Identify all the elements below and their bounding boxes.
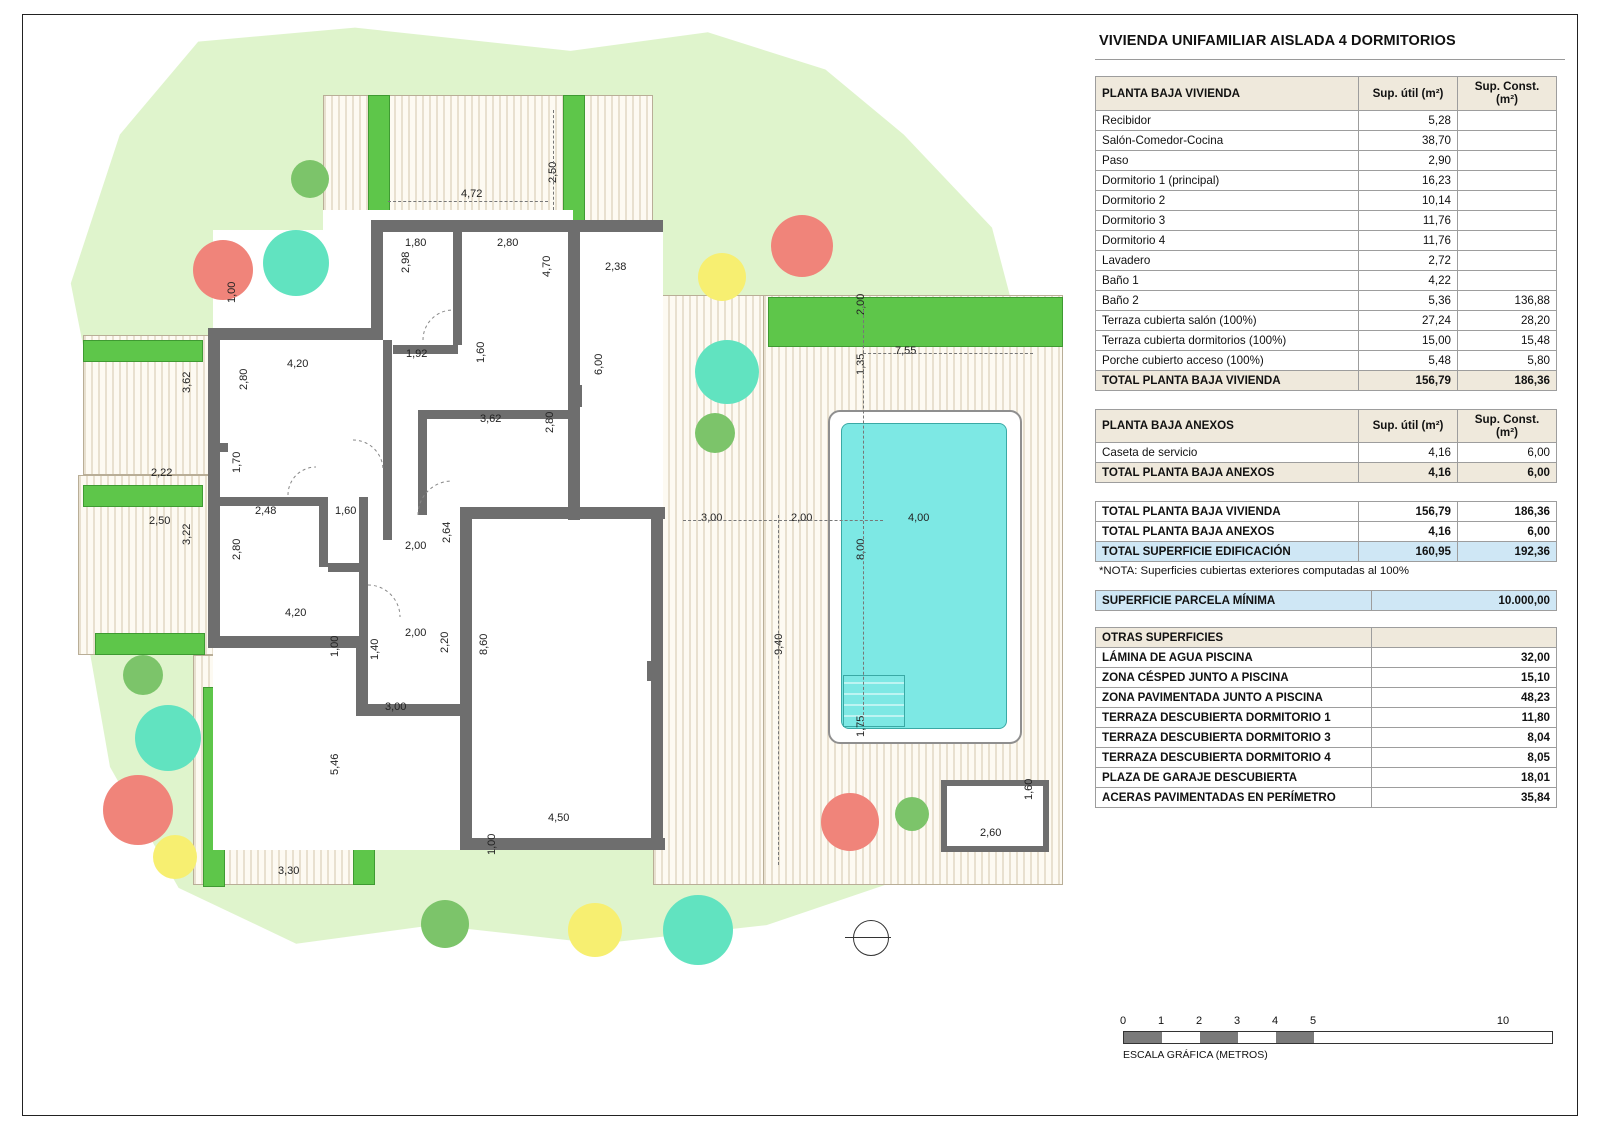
row-const: 6,00	[1458, 443, 1557, 463]
row-label: Dormitorio 3	[1096, 210, 1359, 230]
dim-2-00d: 2,00	[855, 293, 867, 315]
wall-living-east	[651, 515, 663, 850]
row-label: Salón-Comedor-Cocina	[1096, 130, 1359, 150]
row-value: 18,01	[1372, 768, 1557, 788]
row-const	[1458, 170, 1557, 190]
wall-sw	[208, 636, 368, 648]
table-row	[1096, 522, 1557, 542]
dim-2-00c: 2,00	[791, 512, 813, 524]
table-row	[1096, 443, 1557, 463]
row-const	[1458, 270, 1557, 290]
table-row	[1096, 290, 1557, 310]
row-label: Porche cubierto acceso (100%)	[1096, 350, 1359, 370]
table-row	[1096, 230, 1557, 250]
total-util: 156,79	[1359, 370, 1458, 390]
dim-2-80c: 2,80	[544, 411, 556, 433]
dim-2-50b: 2,50	[149, 515, 171, 527]
col-const: Sup. Const. (m²)	[1458, 77, 1557, 111]
dim-8-00: 8,00	[855, 538, 867, 560]
row-value: 11,80	[1372, 708, 1557, 728]
total-const: 186,36	[1458, 370, 1557, 390]
table-total-row	[1096, 463, 1557, 483]
table-total-row	[1096, 542, 1557, 562]
row-value: 35,84	[1372, 788, 1557, 808]
dim-2-80b: 2,80	[238, 368, 250, 390]
dimline-5	[863, 305, 864, 725]
total-util: 4,16	[1359, 463, 1458, 483]
dimline-1	[388, 201, 548, 202]
pillar-1	[568, 385, 582, 407]
dim-2-38: 2,38	[605, 261, 627, 273]
scale-tick: 4	[1271, 1015, 1279, 1027]
table-row	[1096, 350, 1557, 370]
col-value	[1372, 628, 1557, 648]
dim-3-00a: 3,00	[385, 701, 407, 713]
dim-7-55: 7,55	[895, 345, 917, 357]
row-const	[1458, 130, 1557, 150]
table-row	[1096, 748, 1557, 768]
tree-8	[123, 655, 163, 695]
col-concept: PLANTA BAJA ANEXOS	[1096, 409, 1359, 443]
pillar-2	[647, 661, 663, 681]
green-strip-west-2	[83, 485, 203, 507]
row-const: 15,48	[1458, 330, 1557, 350]
dim-1-00c: 1,00	[486, 833, 498, 855]
row-label: TOTAL PLANTA BAJA VIVIENDA	[1096, 502, 1359, 522]
scale-tick: 0	[1119, 1015, 1127, 1027]
dim-2-98: 2,98	[400, 251, 412, 273]
scale-tick: 2	[1195, 1015, 1203, 1027]
col-util: Sup. útil (m²)	[1359, 77, 1458, 111]
table-row	[1096, 190, 1557, 210]
row-const	[1458, 210, 1557, 230]
table-row	[1096, 250, 1557, 270]
scale-tick: 1	[1157, 1015, 1165, 1027]
row-const: 28,20	[1458, 310, 1557, 330]
table-planta-baja-vivienda	[1095, 76, 1557, 391]
row-util: 27,24	[1359, 310, 1458, 330]
total-const: 192,36	[1458, 542, 1557, 562]
table-resumen	[1095, 501, 1557, 562]
partition-2	[383, 340, 392, 540]
tree-13	[568, 903, 622, 957]
dim-1-70: 1,70	[231, 451, 243, 473]
total-const: 6,00	[1458, 463, 1557, 483]
col-concept: PLANTA BAJA VIVIENDA	[1096, 77, 1359, 111]
tree-1	[193, 240, 253, 300]
house-interior	[213, 230, 663, 850]
row-util: 4,22	[1359, 270, 1458, 290]
row-util: 15,00	[1359, 330, 1458, 350]
row-label: TOTAL PLANTA BAJA ANEXOS	[1096, 522, 1359, 542]
pillar-3	[460, 570, 469, 590]
table-planta-baja-anexos	[1095, 409, 1557, 484]
area-schedule-panel	[1083, 15, 1579, 1115]
row-value: 8,04	[1372, 728, 1557, 748]
col-concept: OTRAS SUPERFICIES	[1096, 628, 1372, 648]
green-strip-north-right	[563, 95, 585, 225]
row-value: 8,05	[1372, 748, 1557, 768]
tree-3	[291, 160, 329, 198]
scale-tick: 5	[1309, 1015, 1317, 1027]
tree-9	[135, 705, 201, 771]
dim-4-20b: 4,20	[285, 607, 307, 619]
row-util: 2,72	[1359, 250, 1458, 270]
dim-2-80a: 2,80	[497, 237, 519, 249]
col-util: Sup. útil (m²)	[1359, 409, 1458, 443]
dimline-3	[683, 520, 883, 521]
dim-2-64: 2,64	[441, 521, 453, 543]
row-const: 186,36	[1458, 502, 1557, 522]
table-total-row	[1096, 370, 1557, 390]
dimline-6	[778, 515, 779, 865]
row-util: 16,23	[1359, 170, 1458, 190]
tree-6	[695, 340, 759, 404]
wall-porch-south	[356, 704, 466, 716]
col-const: Sup. Const. (m²)	[1458, 409, 1557, 443]
green-strip-west-1	[83, 340, 203, 362]
dim-4-50: 4,50	[548, 812, 570, 824]
drawing-sheet	[22, 14, 1578, 1116]
partition-5	[208, 443, 228, 452]
row-const	[1458, 150, 1557, 170]
wall-living-north	[460, 507, 665, 519]
tree-2	[263, 230, 329, 296]
dim-2-22: 2,22	[151, 467, 173, 479]
surface-note: *NOTA: Superficies cubiertas exteriores computadas al 100%	[1099, 565, 1410, 578]
row-label: Dormitorio 4	[1096, 230, 1359, 250]
scale-bar	[1123, 1031, 1553, 1044]
row-util: 4,16	[1359, 443, 1458, 463]
row-label: Dormitorio 1 (principal)	[1096, 170, 1359, 190]
row-util: 5,36	[1359, 290, 1458, 310]
scale-label: ESCALA GRÁFICA (METROS)	[1123, 1049, 1268, 1061]
table-row	[1096, 110, 1557, 130]
row-value: 15,10	[1372, 668, 1557, 688]
row-label: TERRAZA DESCUBIERTA DORMITORIO 1	[1096, 708, 1372, 728]
dim-3-30: 3,30	[278, 865, 300, 877]
row-label: LÁMINA DE AGUA PISCINA	[1096, 648, 1372, 668]
row-util: 11,76	[1359, 210, 1458, 230]
dim-4-20a: 4,20	[287, 358, 309, 370]
table-row	[1096, 502, 1557, 522]
row-const	[1458, 190, 1557, 210]
table-row	[1096, 210, 1557, 230]
row-label: ZONA PAVIMENTADA JUNTO A PISCINA	[1096, 688, 1372, 708]
dim-9-40: 9,40	[773, 633, 785, 655]
dim-1-00a: 1,00	[226, 281, 238, 303]
row-util: 5,28	[1359, 110, 1458, 130]
row-label: ACERAS PAVIMENTADAS EN PERÍMETRO	[1096, 788, 1372, 808]
table-row	[1096, 648, 1557, 668]
pool-steps	[843, 675, 905, 727]
dim-6-00: 6,00	[593, 353, 605, 375]
scale-tick: 3	[1233, 1015, 1241, 1027]
row-const	[1458, 110, 1557, 130]
table-otras-superficies	[1095, 627, 1557, 808]
table-row	[1096, 788, 1557, 808]
tree-4	[698, 253, 746, 301]
row-util: 156,79	[1359, 502, 1458, 522]
partition-4	[418, 410, 427, 515]
table-row	[1096, 688, 1557, 708]
row-label: Paso	[1096, 150, 1359, 170]
table-row	[1096, 130, 1557, 150]
tree-15	[821, 793, 879, 851]
dim-2-50: 2,50	[547, 161, 559, 183]
dim-4-70: 4,70	[541, 255, 553, 277]
dim-4-00: 4,00	[908, 512, 930, 524]
tree-11	[153, 835, 197, 879]
row-util: 11,76	[1359, 230, 1458, 250]
row-label: Terraza cubierta dormitorios (100%)	[1096, 330, 1359, 350]
dim-1-60a: 1,60	[475, 341, 487, 363]
wall-west	[208, 328, 220, 648]
partition-9	[359, 497, 368, 642]
row-value: 32,00	[1372, 648, 1557, 668]
dim-2-48: 2,48	[255, 505, 277, 517]
dim-2-80d: 2,80	[231, 538, 243, 560]
wall-north	[371, 220, 663, 232]
total-label: TOTAL SUPERFICIE EDIFICACIÓN	[1096, 542, 1359, 562]
row-const	[1458, 250, 1557, 270]
table-row	[1096, 728, 1557, 748]
dim-1-60c: 1,60	[1023, 778, 1035, 800]
partition-7	[319, 497, 328, 567]
row-const: 5,80	[1458, 350, 1557, 370]
wall-east-bedrooms	[568, 220, 580, 520]
dim-1-40: 1,40	[369, 638, 381, 660]
dim-3-22: 3,22	[181, 523, 193, 545]
row-label: Baño 1	[1096, 270, 1359, 290]
dim-8-60: 8,60	[478, 633, 490, 655]
row-label: PLAZA DE GARAJE DESCUBIERTA	[1096, 768, 1372, 788]
page-title: VIVIENDA UNIFAMILIAR AISLADA 4 DORMITORIOS	[1095, 25, 1565, 60]
dim-1-92: 1,92	[406, 348, 428, 360]
tree-7	[695, 413, 735, 453]
dim-1-60b: 1,60	[335, 505, 357, 517]
row-label: TERRAZA DESCUBIERTA DORMITORIO 4	[1096, 748, 1372, 768]
row-label: Caseta de servicio	[1096, 443, 1359, 463]
row-label: TERRAZA DESCUBIERTA DORMITORIO 3	[1096, 728, 1372, 748]
dim-3-62a: 3,62	[181, 371, 193, 393]
row-util: 4,16	[1359, 522, 1458, 542]
dim-2-00a: 2,00	[405, 540, 427, 552]
total-label: TOTAL PLANTA BAJA VIVIENDA	[1096, 370, 1359, 390]
dim-2-00b: 2,00	[405, 627, 427, 639]
row-const: 136,88	[1458, 290, 1557, 310]
scale-ticks	[1119, 1015, 1553, 1031]
table-row	[1096, 310, 1557, 330]
tree-5	[771, 215, 833, 277]
row-label: ZONA CÉSPED JUNTO A PISCINA	[1096, 668, 1372, 688]
table-row	[1096, 150, 1557, 170]
wall-north-left	[371, 220, 383, 340]
dim-1-00b: 1,00	[329, 635, 341, 657]
table-parcela	[1095, 590, 1557, 611]
table-row	[1096, 668, 1557, 688]
row-value: 48,23	[1372, 688, 1557, 708]
dim-5-46: 5,46	[329, 753, 341, 775]
tree-10	[103, 775, 173, 845]
table-header-row	[1096, 77, 1557, 111]
total-label: TOTAL PLANTA BAJA ANEXOS	[1096, 463, 1359, 483]
green-strip-north-left	[368, 95, 390, 225]
tree-14	[663, 895, 733, 965]
table-row	[1096, 170, 1557, 190]
dimline-2	[553, 110, 554, 210]
table-row	[1096, 768, 1557, 788]
row-util: 10,14	[1359, 190, 1458, 210]
dim-2-60: 2,60	[980, 827, 1002, 839]
row-label: Dormitorio 2	[1096, 190, 1359, 210]
dim-3-00b: 3,00	[701, 512, 723, 524]
row-util: 38,70	[1359, 130, 1458, 150]
row-const: 6,00	[1458, 522, 1557, 542]
floor-plan-drawing	[23, 15, 1083, 1115]
green-lawn-pool	[768, 297, 1063, 347]
graphic-scale	[1119, 1015, 1553, 1061]
green-strip-west-3	[95, 633, 205, 655]
table-header-row	[1096, 409, 1557, 443]
row-value: 10.000,00	[1372, 591, 1557, 611]
row-util: 2,90	[1359, 150, 1458, 170]
table-row	[1096, 270, 1557, 290]
table-row	[1096, 591, 1557, 611]
tree-12	[421, 900, 469, 948]
dim-2-20: 2,20	[439, 631, 451, 653]
row-label: SUPERFICIE PARCELA MÍNIMA	[1096, 591, 1372, 611]
north-symbol	[853, 920, 889, 956]
partition-1	[453, 220, 462, 345]
row-util: 5,48	[1359, 350, 1458, 370]
dim-4-72: 4,72	[461, 188, 483, 200]
tree-16	[895, 797, 929, 831]
row-const	[1458, 230, 1557, 250]
wall-living-west	[460, 515, 472, 850]
row-label: Baño 2	[1096, 290, 1359, 310]
dim-1-75: 1,75	[855, 715, 867, 737]
total-util: 160,95	[1359, 542, 1458, 562]
dim-3-62b: 3,62	[480, 413, 502, 425]
wall-nw	[208, 328, 383, 340]
dimline-4	[863, 353, 1033, 354]
row-label: Recibidor	[1096, 110, 1359, 130]
table-row	[1096, 330, 1557, 350]
table-row	[1096, 708, 1557, 728]
dim-1-80: 1,80	[405, 237, 427, 249]
table-header-row	[1096, 628, 1557, 648]
row-label: Terraza cubierta salón (100%)	[1096, 310, 1359, 330]
dim-1-35: 1,35	[855, 353, 867, 375]
row-label: Lavadero	[1096, 250, 1359, 270]
scale-tick: 10	[1496, 1015, 1510, 1027]
